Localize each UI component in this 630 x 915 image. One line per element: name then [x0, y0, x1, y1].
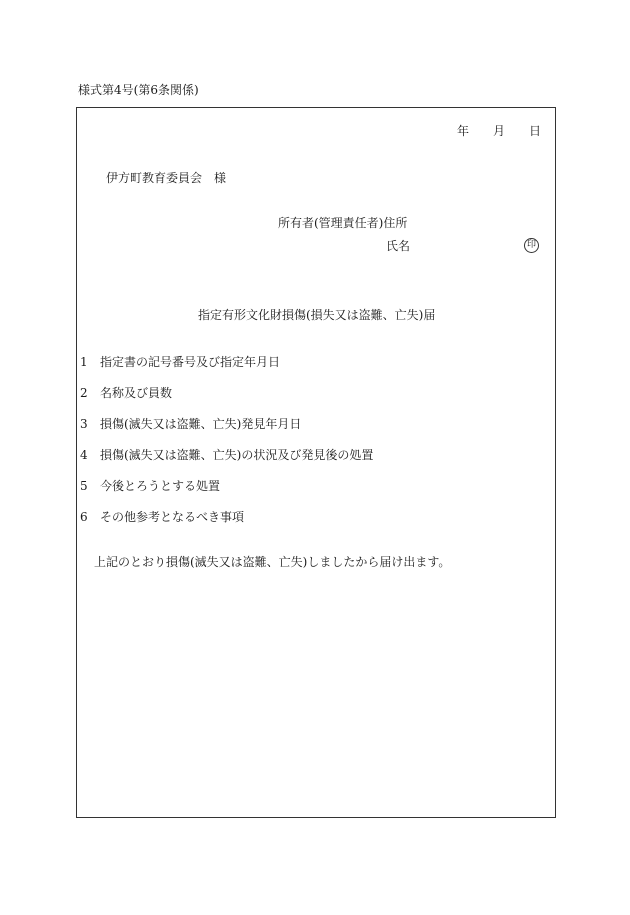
item-number: 4 — [80, 448, 88, 462]
item-number: 1 — [80, 355, 88, 369]
date-day-label: 日 — [529, 124, 542, 138]
closing-statement: 上記のとおり損傷(滅失又は盗難、亡失)しましたから届け出ます。 — [94, 555, 451, 569]
date-line — [457, 123, 547, 139]
item-number: 5 — [80, 479, 88, 493]
item-text: その他参考となるべき事項 — [100, 510, 245, 524]
item-number: 6 — [80, 510, 88, 524]
item-text: 今後とろうとする処置 — [100, 479, 221, 493]
document-title: 指定有形文化財損傷(損失又は盗難、亡失)届 — [198, 308, 436, 322]
item-text: 損傷(滅失又は盗難、亡失)の状況及び発見後の処置 — [100, 448, 374, 462]
item-text: 損傷(滅失又は盗難、亡失)発見年月日 — [100, 417, 302, 431]
form-number-label: 様式第4号(第6条関係) — [78, 83, 199, 97]
item-text: 指定書の記号番号及び指定年月日 — [100, 355, 281, 369]
owner-name-label: 氏名 — [386, 239, 411, 253]
item-text: 名称及び員数 — [100, 386, 173, 400]
item-number: 3 — [80, 417, 88, 431]
owner-address-label: 所有者(管理責任者)住所 — [278, 216, 408, 230]
seal-mark: 印 — [524, 238, 539, 253]
date-year-label: 年 — [457, 124, 470, 138]
date-month-label: 月 — [493, 124, 506, 138]
item-number: 2 — [80, 386, 88, 400]
addressee: 伊方町教育委員会 様 — [106, 171, 227, 185]
